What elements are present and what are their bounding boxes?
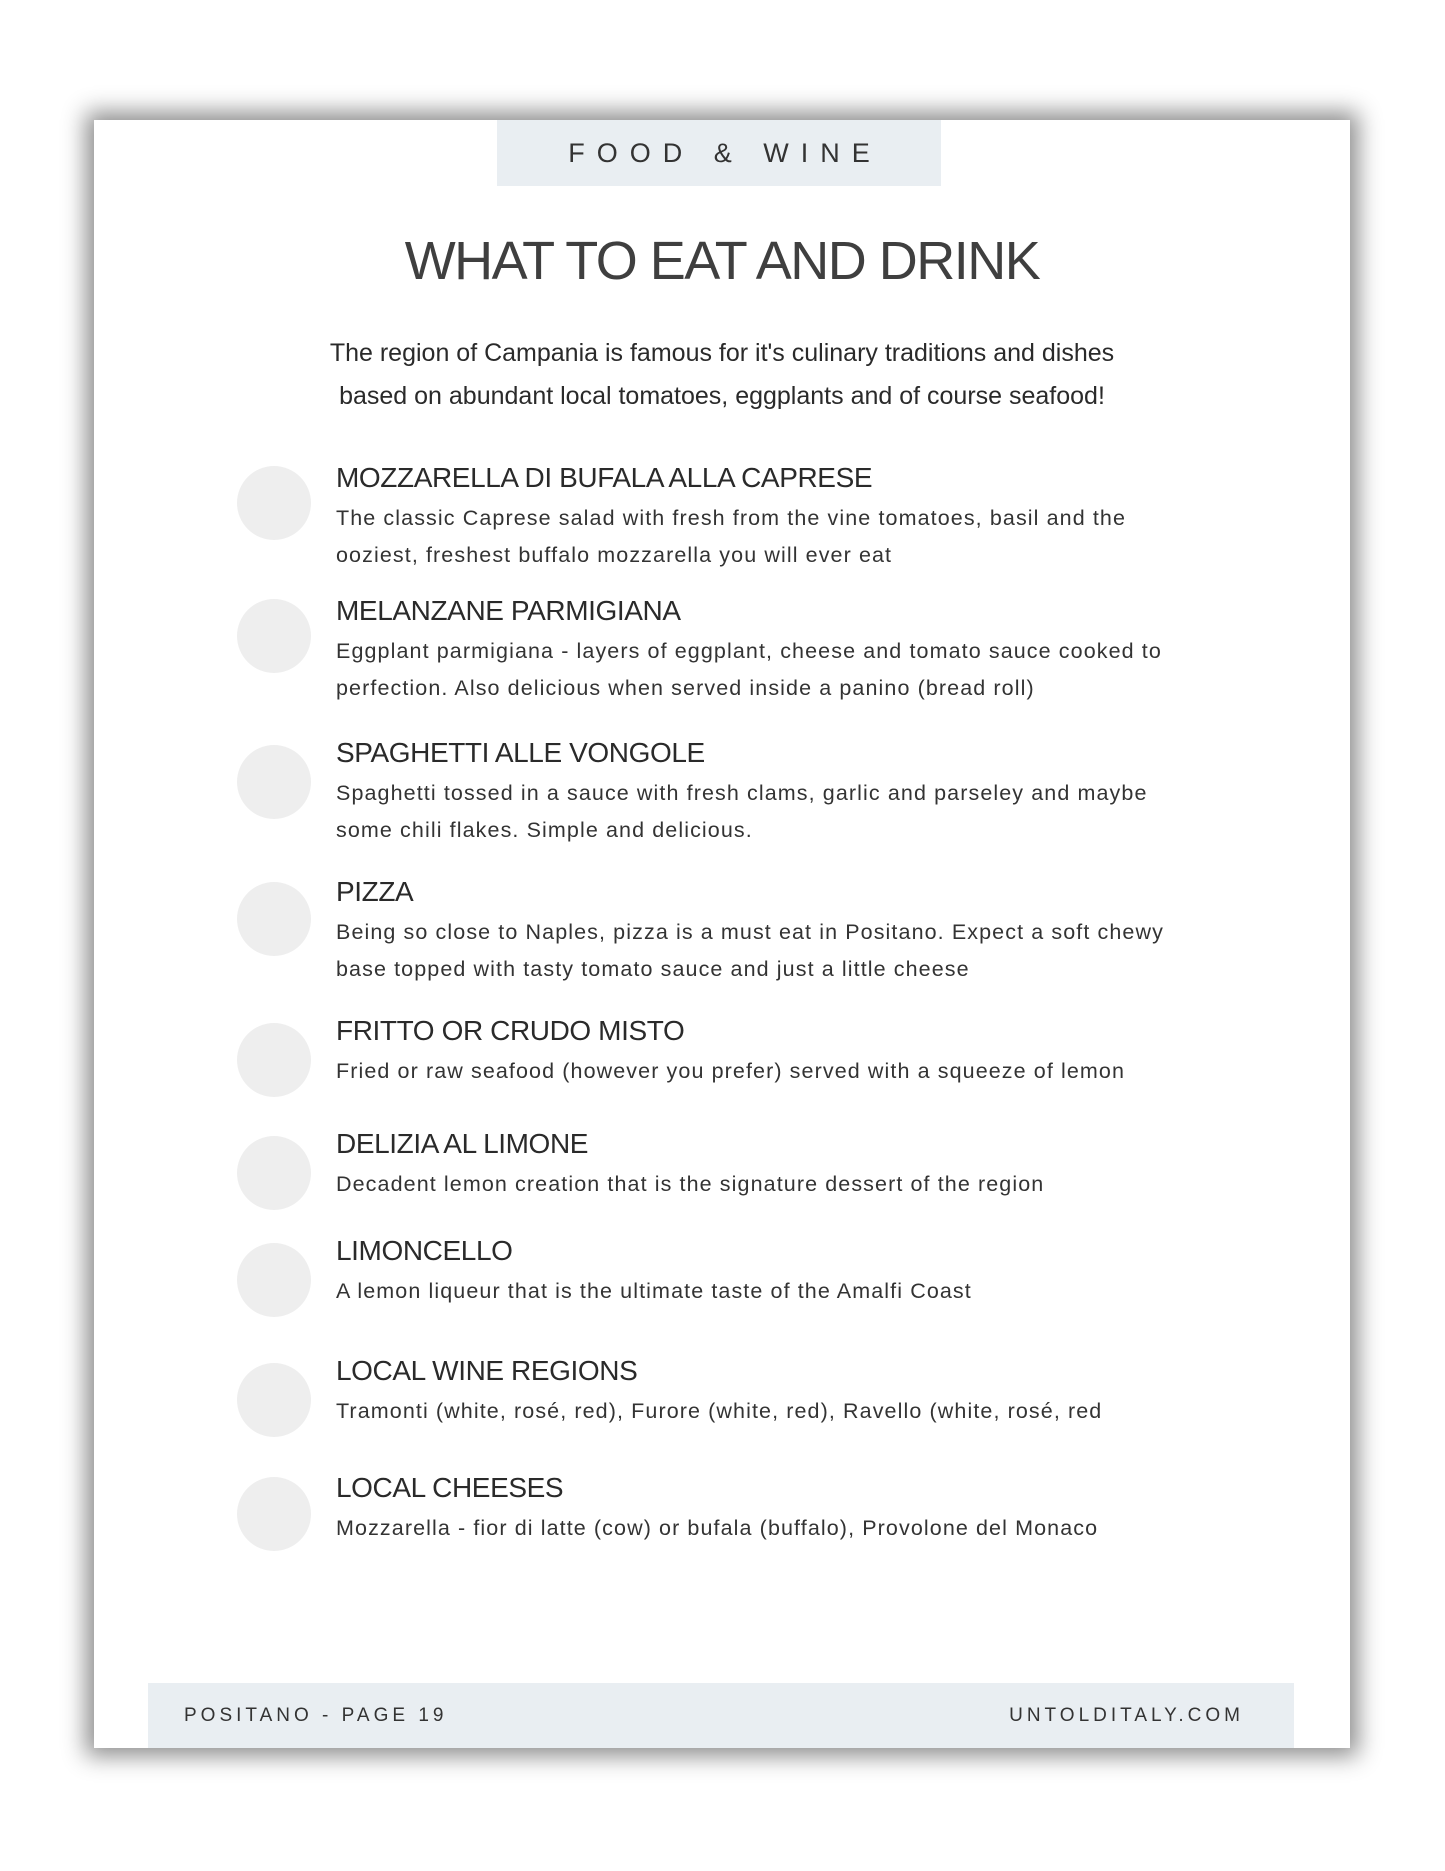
item-description: Mozzarella - fior di latte (cow) or bufala (buffalo), Provolone del Monaco <box>336 1516 1099 1540</box>
item-description: Spaghetti tossed in a sauce with fresh clams, garlic and parseley and maybe some chili flakes. Simple and delicious. <box>336 781 1148 842</box>
bullet-circle <box>237 1136 311 1210</box>
item-description: Being so close to Naples, pizza is a must eat in Positano. Expect a soft chewy base topped with tasty tomato sauce and just a little cheese <box>336 920 1164 981</box>
item-description: Fried or raw seafood (however you prefer) served with a squeeze of lemon <box>336 1059 1126 1083</box>
page-title: WHAT TO EAT AND DRINK <box>404 231 1040 291</box>
bullet-circle <box>237 599 311 673</box>
item-description: Eggplant parmigiana - layers of eggplant, cheese and tomato sauce cooked to perfection. Also delicious when served inside a panino (bread roll) <box>336 639 1162 700</box>
bullet-circle <box>237 882 311 956</box>
intro-paragraph <box>274 332 1170 418</box>
item-name: LOCAL CHEESES <box>336 1472 564 1503</box>
item-name: MELANZANE PARMIGIANA <box>336 595 681 626</box>
section-header-tab <box>497 120 941 186</box>
bullet-circle <box>237 745 311 819</box>
item-description: The classic Caprese salad with fresh from the vine tomatoes, basil and the ooziest, freshest buffalo mozzarella you will ever eat <box>336 506 1127 567</box>
item-name: LOCAL WINE REGIONS <box>336 1355 638 1386</box>
bullet-circle <box>237 1243 311 1317</box>
document-page <box>94 120 1350 1748</box>
item-name: DELIZIA AL LIMONE <box>336 1128 589 1159</box>
item-name: LIMONCELLO <box>336 1235 513 1266</box>
bullet-circle <box>237 1023 311 1097</box>
item-name: MOZZARELLA DI BUFALA ALLA CAPRESE <box>336 462 873 493</box>
section-header-label: FOOD & WINE <box>568 137 882 168</box>
footer-page-label: POSITANO - PAGE 19 <box>184 1704 448 1726</box>
bullet-circle <box>237 1477 311 1551</box>
item-name: PIZZA <box>336 876 414 907</box>
bullet-circle <box>237 1363 311 1437</box>
intro-line-2: based on abundant local tomatoes, eggplants and of course seafood! <box>339 382 1105 410</box>
intro-line-1: The region of Campania is famous for it's culinary traditions and dishes <box>329 339 1115 367</box>
footer-website-link[interactable]: UNTOLDITALY.COM <box>1009 1704 1244 1726</box>
bullet-circle <box>237 466 311 540</box>
item-description: Decadent lemon creation that is the signature dessert of the region <box>336 1172 1045 1196</box>
item-description: Tramonti (white, rosé, red), Furore (white, red), Ravello (white, rosé, red <box>336 1399 1103 1423</box>
item-name: SPAGHETTI ALLE VONGOLE <box>336 737 705 768</box>
item-description: A lemon liqueur that is the ultimate taste of the Amalfi Coast <box>336 1279 972 1303</box>
item-name: FRITTO OR CRUDO MISTO <box>336 1015 685 1046</box>
page-footer <box>148 1683 1294 1748</box>
